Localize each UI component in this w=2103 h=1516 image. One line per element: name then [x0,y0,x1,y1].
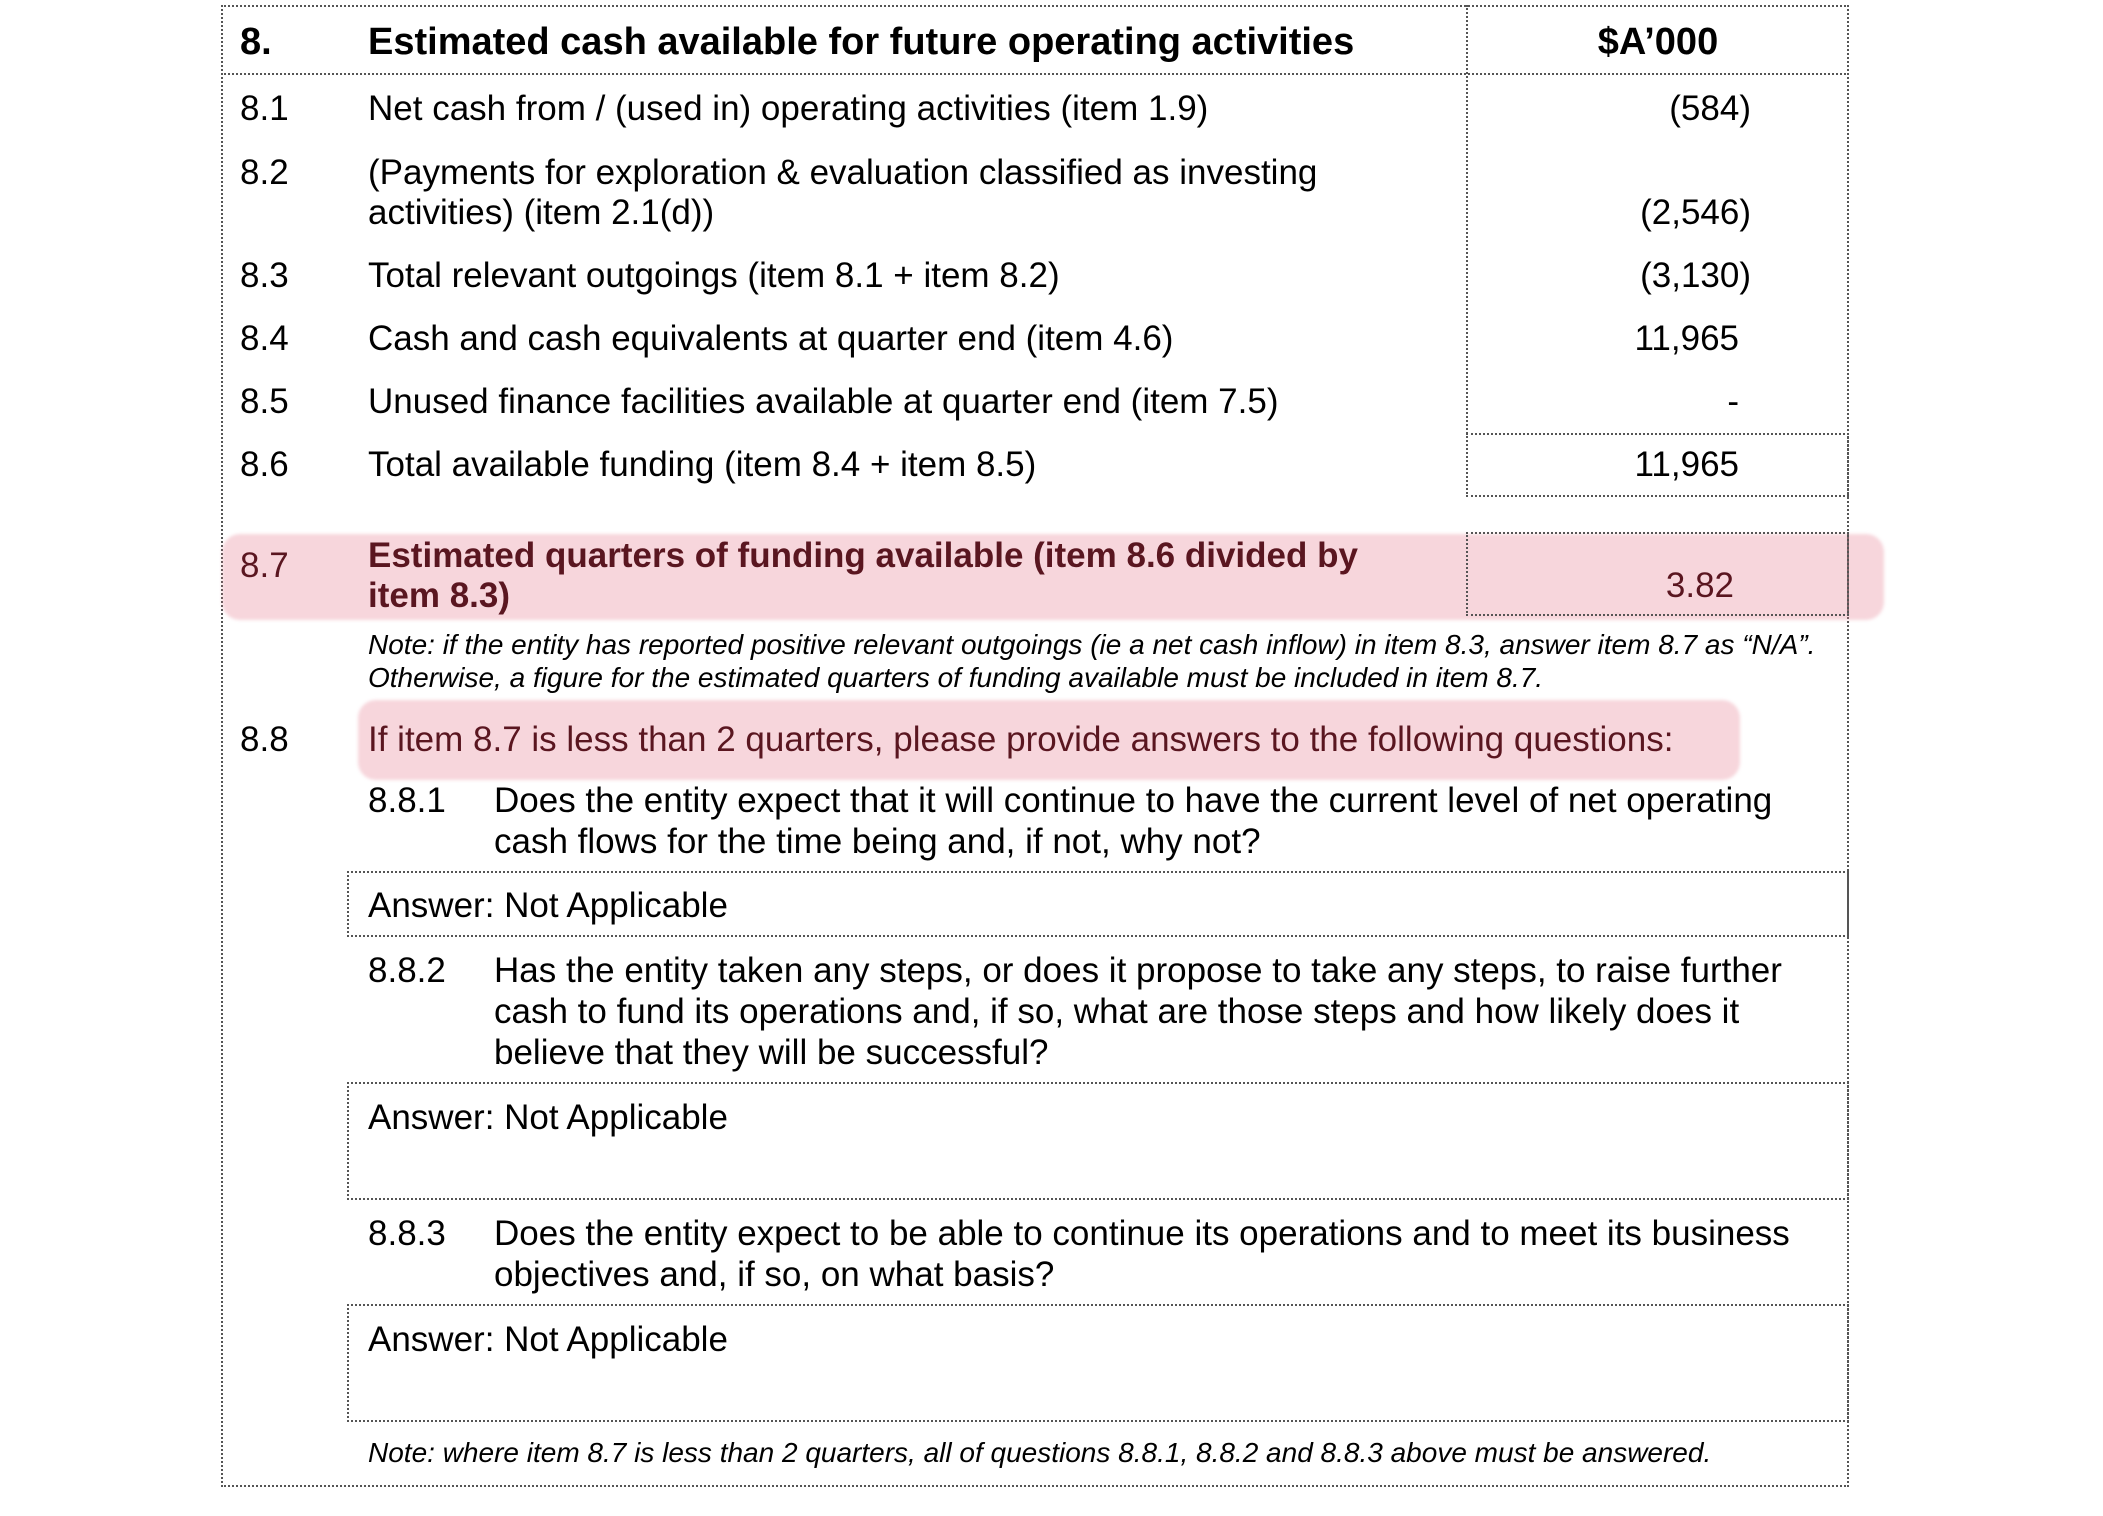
row-8-7-label-line1: Estimated quarters of funding available (item 8.6 divided by [368,536,1358,575]
value-column-divider [1466,5,1468,497]
row-8-8-intro: If item 8.7 is less than 2 quarters, please provide answers to the following questions: [368,720,1674,759]
row-8-2-value: (2,546) [1640,193,1751,232]
row-8-2-label-line2: activities) (item 2.1(d)) [368,193,715,232]
question-8-8-2-number: 8.8.2 [368,951,446,990]
row-8-6-label: Total available funding (item 8.4 + item 8.5) [368,445,1037,484]
note-8-7-line2: Otherwise, a figure for the estimated quarters of funding available must be included in item 8.7. [368,662,1544,693]
row-8-3-number: 8.3 [240,256,289,295]
row-8-2-label-line1: (Payments for exploration & evaluation classified as investing [368,153,1318,192]
row-8-3-value: (3,130) [1640,256,1751,295]
row-8-5-value: - [1727,382,1739,421]
question-8-8-1-number: 8.8.1 [368,781,446,820]
header-divider [221,73,1849,75]
row-8-7-value: 3.82 [1665,566,1734,605]
row-8-1-value: (584) [1669,89,1751,128]
row-8-1-number: 8.1 [240,89,289,128]
row-8-4-label: Cash and cash equivalents at quarter end (item 4.6) [368,319,1174,358]
row-8-2-number: 8.2 [240,153,289,192]
row-8-8-number: 8.8 [240,720,289,759]
row-8-4-number: 8.4 [240,319,289,358]
question-8-8-1-line2: cash flows for the time being and, if not, why not? [494,822,1261,861]
question-8-8-2-line3: believe that they will be successful? [494,1033,1049,1072]
row-8-6-number: 8.6 [240,445,289,484]
section-title: Estimated cash available for future operating activities [368,21,1355,63]
row-8-3-label: Total relevant outgoings (item 8.1 + item 8.2) [368,256,1060,295]
footer-note: Note: where item 8.7 is less than 2 quarters, all of questions 8.8.1, 8.8.2 and 8.8.3 above must be answered. [368,1437,1712,1468]
question-8-8-3-line2: objectives and, if so, on what basis? [494,1255,1055,1294]
row-8-5-label: Unused finance facilities available at quarter end (item 7.5) [368,382,1279,421]
row-8-6-value: 11,965 [1634,445,1739,484]
question-8-8-3-number: 8.8.3 [368,1214,446,1253]
question-8-8-2-line1: Has the entity taken any steps, or does it propose to take any steps, to raise further [494,951,1782,990]
row-8-7-number: 8.7 [240,546,289,585]
answer-8-8-1: Answer: Not Applicable [368,886,728,925]
row-8-5-number: 8.5 [240,382,289,421]
question-8-8-2-line2: cash to fund its operations and, if so, what are those steps and how likely does it [494,992,1740,1031]
answer-8-8-2: Answer: Not Applicable [368,1098,728,1137]
section-number: 8. [240,21,272,63]
note-8-7-line1: Note: if the entity has reported positive relevant outgoings (ie a net cash inflow) in item 8.3, answer item 8.7 as “N/A”. [368,629,1816,660]
question-8-8-3-line1: Does the entity expect to be able to continue its operations and to meet its business [494,1214,1790,1253]
row-8-7-label-line2: item 8.3) [368,576,510,615]
row-8-4-value: 11,965 [1634,319,1739,358]
question-8-8-1-line1: Does the entity expect that it will continue to have the current level of net operating [494,781,1773,820]
row-8-1-label: Net cash from / (used in) operating activities (item 1.9) [368,89,1209,128]
unit-header: $A’000 [1597,21,1719,63]
answer-8-8-3: Answer: Not Applicable [368,1320,728,1359]
